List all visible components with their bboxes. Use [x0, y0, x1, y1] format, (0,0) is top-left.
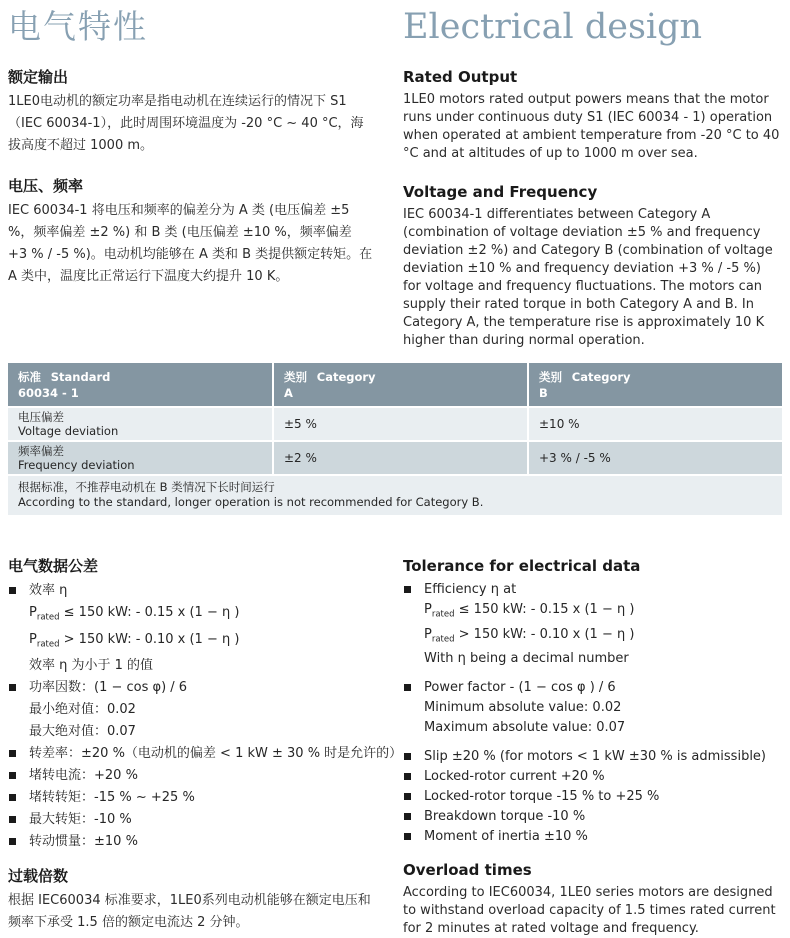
- square-bullet-icon: [9, 772, 16, 779]
- table-header-category-a-label: 类别 Category: [284, 370, 376, 384]
- table-footnote: [8, 476, 782, 515]
- rated-output-body-cn: 1LE0电动机的额定功率是指电动机在连续运行的情况下 S1（IEC 60034-1），此时周围环境温度为 -20 °C ~ 40 °C，海拔高度不超过 1000 m。: [8, 94, 364, 153]
- breakdown-torque-item-en: [403, 807, 782, 827]
- table-grid: [8, 363, 782, 474]
- power-factor-min-en: Minimum absolute value: 0.02: [424, 700, 622, 716]
- power-factor-min-cn: 最小绝对值：0.02: [29, 702, 136, 718]
- frequency-deviation-label-cn: 频率偏差: [18, 444, 64, 458]
- power-factor-label-cn: 功率因数：(1 − cos φ) / 6: [29, 680, 188, 696]
- power-factor-max-cn: 最大绝对值：0.07: [29, 724, 136, 740]
- frequency-deviation-label-en: Frequency deviation: [18, 458, 135, 472]
- overload-body-cn: 根据 IEC60034 标准要求，1LE0系列电动机能够在额定电压和频率下承受 1.5 倍的额定电流达 2 分钟。: [8, 893, 371, 931]
- efficiency-item-cn: [8, 580, 373, 602]
- slip-item-cn: [8, 743, 403, 765]
- formula-rest: > 150 kW: - 0.10 x (1 − η ): [59, 631, 240, 647]
- voltage-frequency-body-en: IEC 60034-1 differentiates between Category A (combination of voltage deviation ±5 % and frequency deviation ±2 %) and Category B (combination of voltage deviation ±10 % and frequency deviation +3 % / -5 %) for voltage and frequency fluctuations. The motors can supply their rated torque in both Category A and B. In Category A, the temperature rise is approximately 10 K higher than during normal operation.: [403, 207, 773, 348]
- breakdown-torque-label-cn: 最大转矩：-10 %: [29, 812, 132, 828]
- table-header-category-a-letter: A: [284, 386, 293, 400]
- tolerance-columns: [8, 557, 782, 938]
- power-factor-label-en: Power factor - (1 − cos φ ) / 6: [424, 680, 616, 696]
- voltage-frequency-body-cn: IEC 60034-1 将电压和频率的偏差分为 A 类 (电压偏差 ±5 %，频率偏差 ±2 %) 和 B 类 (电压偏差 ±10 %，频率偏差 +3 % / -5 %)。电动机均能够在 A 类和 B 类提供额定转矩。在 A 类中，温度比正常运行下温度大约提升 10 K。: [8, 203, 373, 284]
- p-subscript: rated: [36, 612, 60, 623]
- page-title-cn: 电气特性: [8, 7, 148, 46]
- square-bullet-icon: [404, 813, 411, 820]
- rated-output-body-en: 1LE0 motors rated output powers means that the motor runs under continuous duty S1 (IEC 60034 - 1) operation when operated at ambient temperature from -20 °C to 40 °C and at altitudes of up to 1000 m over sea.: [403, 92, 780, 161]
- square-bullet-icon: [9, 684, 16, 691]
- square-bullet-icon: [9, 794, 16, 801]
- moment-of-inertia-label-en: Moment of inertia ±10 %: [424, 829, 588, 845]
- tolerance-heading-cn: 电气数据公差: [8, 557, 99, 575]
- column-english-intro: [403, 68, 782, 350]
- table-header-category-a: [274, 363, 527, 406]
- table-header-standard-number: 60034 - 1: [18, 386, 79, 400]
- efficiency-note-en: With η being a decimal number: [424, 651, 629, 667]
- voltage-deviation-category-a-value: ±5 %: [274, 408, 527, 440]
- locked-rotor-current-label-cn: 堵转电流：+20 %: [29, 768, 138, 784]
- locked-rotor-torque-item-cn: [8, 787, 373, 809]
- p-subscript: rated: [36, 639, 60, 650]
- voltage-frequency-heading-cn: 电压、频率: [8, 177, 84, 195]
- voltage-deviation-label-en: Voltage deviation: [18, 424, 119, 438]
- breakdown-torque-label-en: Breakdown torque -10 %: [424, 809, 586, 825]
- p-symbol: P: [424, 602, 432, 617]
- table-header-category-b-letter: B: [539, 386, 548, 400]
- category-deviation-table: [8, 363, 782, 515]
- efficiency-formula-gt-cn: [8, 629, 373, 656]
- square-bullet-icon: [404, 586, 411, 593]
- power-factor-item-en: [403, 678, 782, 698]
- moment-of-inertia-item-cn: [8, 831, 373, 853]
- overload-body-en: According to IEC60034, 1LE0 series motors are designed to withstand overload capacity of 1.5 times rated current for 2 minutes at rated voltage and frequency.: [403, 885, 776, 937]
- overload-heading-cn: 过载倍数: [8, 867, 69, 886]
- table-footnote-en: According to the standard, longer operation is not recommended for Category B.: [18, 495, 484, 509]
- square-bullet-icon: [404, 793, 411, 800]
- efficiency-note-cn: 效率 η 为小于 1 的值: [29, 658, 154, 674]
- intro-columns: [8, 68, 782, 350]
- p-subscript: rated: [431, 609, 455, 620]
- slip-item-en: [403, 747, 782, 767]
- slip-label-en: Slip ±20 % (for motors < 1 kW ±30 % is admissible): [424, 749, 767, 765]
- efficiency-label-cn: 效率 η: [29, 583, 68, 598]
- p-subscript: rated: [431, 634, 455, 645]
- table-header-category-b-label: 类别 Category: [539, 370, 631, 384]
- overload-heading-en: Overload times: [403, 861, 532, 880]
- efficiency-formula-le-en: [403, 600, 782, 625]
- power-factor-max-en: Maximum absolute value: 0.07: [424, 720, 626, 736]
- moment-of-inertia-label-cn: 转动惯量：±10 %: [29, 834, 138, 850]
- locked-rotor-torque-label-en: Locked-rotor torque -15 % to +25 %: [424, 789, 660, 805]
- column-chinese-tolerance: [8, 557, 403, 938]
- frequency-deviation-category-a-value: ±2 %: [274, 442, 527, 474]
- square-bullet-icon: [9, 750, 16, 757]
- square-bullet-icon: [404, 833, 411, 840]
- efficiency-formula-gt-en: [403, 625, 782, 650]
- square-bullet-icon: [9, 816, 16, 823]
- slip-label-cn: 转差率：±20 %（电动机的偏差 < 1 kW ± 30 % 时是允许的）: [29, 746, 403, 762]
- table-header-standard-label: 标准 Standard: [18, 370, 111, 384]
- frequency-deviation-label-cell: [8, 442, 272, 474]
- formula-rest: > 150 kW: - 0.10 x (1 − η ): [454, 626, 635, 642]
- efficiency-label-en: Efficiency η at: [424, 582, 517, 597]
- moment-of-inertia-item-en: [403, 827, 782, 847]
- locked-rotor-current-label-en: Locked-rotor current +20 %: [424, 769, 605, 785]
- tolerance-list-cn: [8, 580, 403, 853]
- page-title-en: Electrical design: [403, 7, 703, 47]
- formula-rest: ≤ 150 kW: - 0.15 x (1 − η ): [59, 605, 240, 620]
- tolerance-list-en: [403, 580, 782, 847]
- locked-rotor-torque-item-en: [403, 787, 782, 807]
- rated-output-heading-cn: 额定输出: [8, 68, 69, 86]
- square-bullet-icon: [404, 684, 411, 691]
- voltage-deviation-label-cn: 电压偏差: [18, 410, 64, 424]
- square-bullet-icon: [404, 773, 411, 780]
- breakdown-torque-item-cn: [8, 809, 373, 831]
- column-english-tolerance: [403, 557, 782, 938]
- square-bullet-icon: [9, 838, 16, 845]
- efficiency-item-en: [403, 580, 782, 600]
- frequency-deviation-category-b-value: +3 % / -5 %: [529, 442, 782, 474]
- tolerance-heading-en: Tolerance for electrical data: [403, 557, 641, 575]
- overload-section-cn: [8, 867, 373, 934]
- p-symbol: P: [424, 626, 432, 642]
- square-bullet-icon: [404, 753, 411, 760]
- formula-rest: ≤ 150 kW: - 0.15 x (1 − η ): [454, 602, 635, 617]
- column-chinese-intro: [8, 68, 373, 350]
- square-bullet-icon: [9, 587, 16, 594]
- p-symbol: P: [29, 631, 37, 647]
- efficiency-formula-le-cn: [8, 602, 373, 629]
- page-title-row: [8, 6, 782, 48]
- power-factor-item-cn: [8, 677, 373, 699]
- voltage-deviation-category-b-value: ±10 %: [529, 408, 782, 440]
- rated-output-heading-en: Rated Output: [403, 68, 518, 86]
- table-header-standard: [8, 363, 272, 406]
- overload-section-en: [403, 861, 782, 938]
- locked-rotor-current-item-en: [403, 767, 782, 787]
- table-footnote-cn: 根据标准，不推荐电动机在 B 类情况下长时间运行: [18, 480, 275, 494]
- locked-rotor-current-item-cn: [8, 765, 373, 787]
- table-header-category-b: [529, 363, 782, 406]
- voltage-deviation-label-cell: [8, 408, 272, 440]
- p-symbol: P: [29, 605, 37, 620]
- voltage-frequency-heading-en: Voltage and Frequency: [403, 183, 598, 201]
- locked-rotor-torque-label-cn: 堵转转矩：-15 % ~ +25 %: [29, 790, 195, 806]
